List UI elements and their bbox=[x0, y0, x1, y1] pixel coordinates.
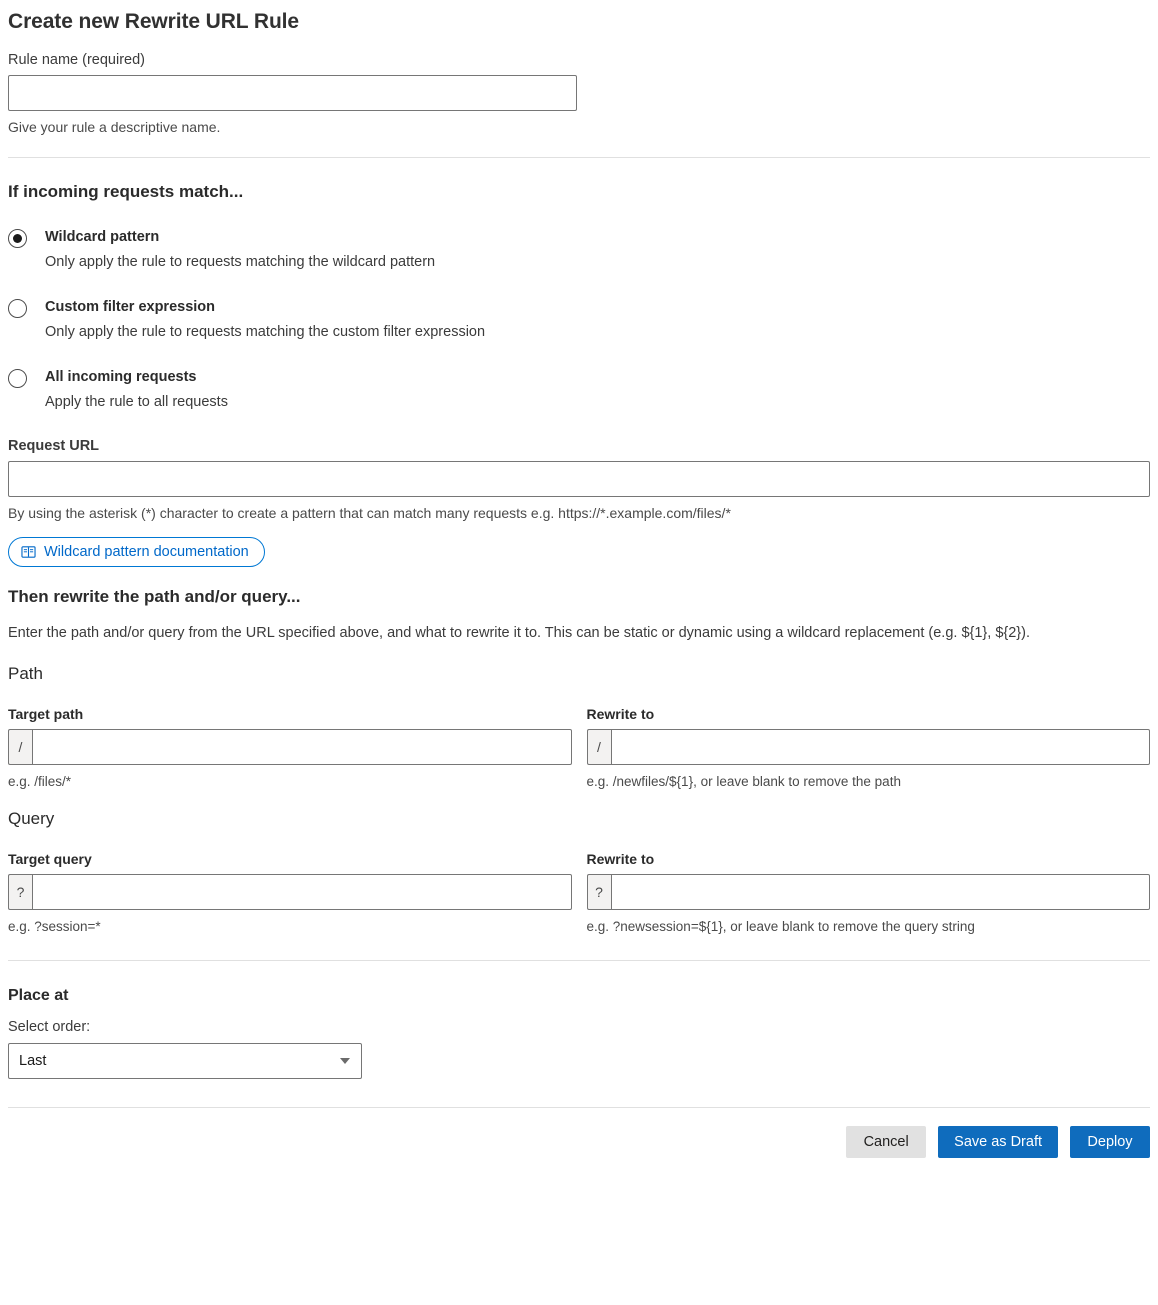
rule-name-helper: Give your rule a descriptive name. bbox=[8, 119, 221, 135]
radio-all-incoming-requests-description: Apply the rule to all requests bbox=[45, 393, 228, 410]
radio-circle-icon bbox=[8, 299, 27, 318]
radio-custom-filter-expression[interactable] bbox=[8, 298, 1150, 342]
target-query-hint: e.g. ?session=* bbox=[8, 918, 101, 934]
rewrite-path-field bbox=[587, 684, 1151, 789]
rewrite-query-input[interactable] bbox=[611, 874, 1151, 910]
match-section-title: If incoming requests match... bbox=[8, 182, 244, 201]
book-icon bbox=[21, 545, 36, 559]
rule-name-input[interactable] bbox=[8, 75, 577, 111]
match-radio-group bbox=[8, 228, 1150, 412]
select-order-label: Select order: bbox=[8, 1018, 91, 1035]
radio-circle-icon bbox=[8, 369, 27, 388]
target-path-hint: e.g. /files/* bbox=[8, 773, 72, 789]
rewrite-section-description: Enter the path and/or query from the URL specified above, and what to rewrite it to. This can be static or dynamic using a wildcard replacement (e.g. ${1}, ${2}). bbox=[8, 625, 1031, 642]
radio-all-incoming-requests[interactable] bbox=[8, 368, 1150, 412]
radio-wildcard-pattern-description: Only apply the rule to requests matching the wildcard pattern bbox=[45, 253, 436, 270]
request-url-input[interactable] bbox=[8, 461, 1150, 497]
radio-wildcard-pattern-label: Wildcard pattern bbox=[45, 229, 160, 245]
rewrite-path-prefix: / bbox=[587, 729, 611, 765]
query-heading: Query bbox=[8, 808, 55, 828]
page-title: Create new Rewrite URL Rule bbox=[8, 10, 299, 33]
deploy-button[interactable]: Deploy bbox=[1070, 1126, 1150, 1158]
divider-place-at bbox=[8, 960, 1150, 961]
target-query-input[interactable] bbox=[32, 874, 572, 910]
rewrite-query-prefix: ? bbox=[587, 874, 611, 910]
cancel-button[interactable]: Cancel bbox=[846, 1126, 926, 1158]
target-path-prefix: / bbox=[8, 729, 32, 765]
target-query-label: Target query bbox=[8, 850, 92, 867]
divider-top bbox=[8, 157, 1150, 158]
rewrite-section-title: Then rewrite the path and/or query... bbox=[8, 587, 301, 607]
target-query-prefix: ? bbox=[8, 874, 32, 910]
radio-custom-filter-expression-label: Custom filter expression bbox=[45, 299, 216, 316]
rule-name-label: Rule name (required) bbox=[8, 52, 146, 68]
query-row bbox=[8, 829, 1150, 934]
target-path-field bbox=[8, 684, 572, 789]
wildcard-pattern-documentation-label: Wildcard pattern documentation bbox=[44, 544, 249, 561]
request-url-helper: By using the asterisk (*) character to create a pattern that can match many requests e.g. https://*.example.com/files/* bbox=[8, 505, 731, 522]
rewrite-query-field bbox=[587, 829, 1151, 934]
target-path-input[interactable] bbox=[32, 729, 572, 765]
path-row bbox=[8, 684, 1150, 789]
radio-all-incoming-requests-label: All incoming requests bbox=[45, 369, 197, 386]
wildcard-pattern-documentation-link[interactable] bbox=[8, 537, 265, 567]
select-order-value: Last bbox=[19, 1052, 47, 1069]
radio-wildcard-pattern[interactable] bbox=[8, 228, 1150, 272]
radio-circle-icon bbox=[8, 229, 27, 248]
rewrite-query-label: Rewrite to bbox=[586, 850, 655, 867]
request-url-label: Request URL bbox=[8, 438, 100, 455]
rewrite-path-input[interactable] bbox=[611, 729, 1151, 765]
path-heading: Path bbox=[8, 663, 43, 683]
target-query-field bbox=[8, 829, 572, 934]
select-order-dropdown[interactable] bbox=[8, 1043, 362, 1079]
save-as-draft-button[interactable]: Save as Draft bbox=[938, 1126, 1058, 1158]
radio-custom-filter-expression-description: Only apply the rule to requests matching the custom filter expression bbox=[45, 323, 486, 340]
footer-actions bbox=[8, 1108, 1150, 1174]
rewrite-query-hint: e.g. ?newsession=${1}, or leave blank to remove the query string bbox=[586, 918, 975, 934]
rewrite-path-label: Rewrite to bbox=[586, 705, 655, 722]
target-path-label: Target path bbox=[8, 705, 84, 722]
rewrite-path-hint: e.g. /newfiles/${1}, or leave blank to remove the path bbox=[586, 773, 901, 789]
place-at-title: Place at bbox=[8, 986, 69, 1004]
